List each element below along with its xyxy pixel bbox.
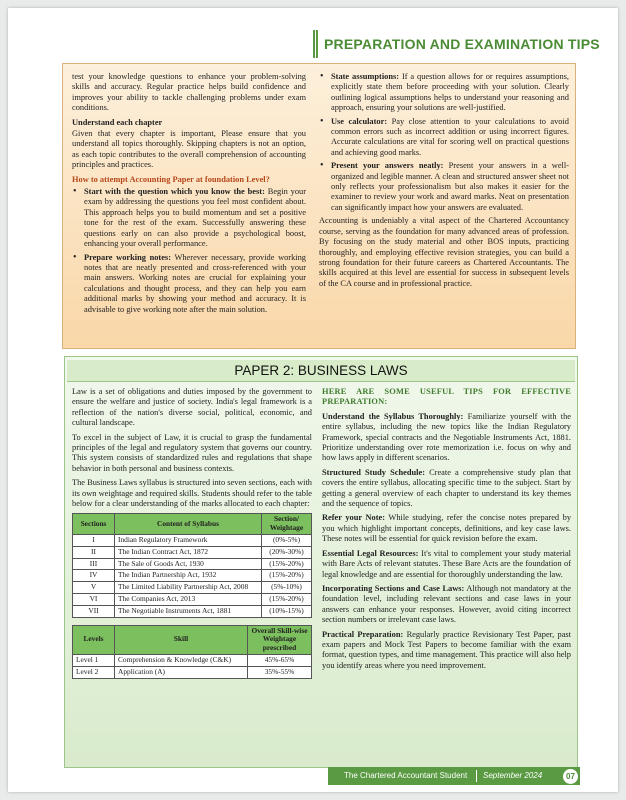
table-cell: 35%-55%	[248, 666, 312, 678]
tip-text: While studying, refer the concise notes prepared by you which highlight important concepts, definitions, and key case laws. These notes will be essential for quick revision before the exam.	[322, 513, 572, 544]
law-intro-paragraph: Law is a set of obligations and duties imposed by the government to ensure the welfare and justice of society. India's legal framework is a reflection of the nation's diverse social, political, economic, and cultural landscape.	[72, 387, 312, 428]
syllabus-table	[72, 513, 312, 617]
table-cell: The Indian Partnership Act, 1932	[115, 570, 262, 582]
table-cell: (10%-15%)	[262, 605, 312, 617]
table-cell: Application (A)	[115, 666, 248, 678]
page	[8, 8, 618, 792]
table-cell: VI	[73, 594, 115, 606]
column-header: Overall Skill-wise Weightage prescribed	[248, 625, 312, 654]
bullet-text: Begin your exam by addressing the questions you feel most confident about. This approach helps you to build momentum and set a positive tone for the rest of the exam. Successfully answering these questions early on can also provide a psychological boost, enhancing your overall performance.	[84, 187, 306, 249]
table-row	[73, 570, 312, 582]
page-number: 07	[563, 769, 578, 784]
column-header: Content of Syllabus	[115, 514, 262, 535]
tip-lead: Practical Preparation:	[322, 629, 404, 639]
tip-text: It's vital to complement your study material with Bare Acts of relevant statutes. These Bare Acts are the foundation of legal knowledge and are essential for thoroughly understanding the law.	[322, 548, 571, 579]
section-header	[313, 30, 618, 58]
table-cell: IV	[73, 570, 115, 582]
syllabus-paragraph: The Business Laws syllabus is structured into seven sections, each with its own weightage and required skills. Students should refer to the table below for a clear understanding of the marks allocated to each chapter:	[72, 478, 312, 509]
bullet-lead: Start with the question which you know the best:	[84, 187, 265, 197]
attempt-heading: How to attempt Accounting Paper at foundation Level?	[72, 174, 270, 184]
table-cell: II	[73, 546, 115, 558]
business-laws-box	[64, 356, 578, 768]
table-row	[73, 535, 312, 547]
table-cell: III	[73, 558, 115, 570]
tip-paragraph	[322, 584, 571, 626]
skill-table	[72, 625, 312, 679]
list-item	[319, 72, 569, 114]
column-header: Sections	[73, 514, 115, 535]
table-cell: (5%-10%)	[262, 582, 312, 594]
tip-lead: Essential Legal Resources:	[322, 548, 419, 558]
understand-heading: Understand each chapter	[72, 117, 163, 127]
attempt-list	[72, 187, 306, 315]
column-header: Levels	[73, 625, 115, 654]
table-cell: The Negotiable Instruments Act, 1881	[115, 605, 262, 617]
accounting-tips-box	[62, 63, 576, 349]
bullet-lead: State assumptions:	[331, 72, 400, 81]
list-item	[319, 117, 569, 159]
tip-paragraph	[322, 630, 571, 672]
table-cell: (15%-20%)	[262, 570, 312, 582]
table-cell: (20%-30%)	[262, 546, 312, 558]
tip-text: Familiarize yourself with the entire syllabus, including the new topics like the Indian Regulatory Framework, special contracts and the Negotiable Instruments Act, 1881. Prioritize understanding over rote memorization i.e. focus on why and how laws apply in different scenarios.	[322, 411, 572, 463]
accounting-right-column	[319, 72, 569, 293]
list-item	[72, 187, 306, 249]
table-cell: (15%-20%)	[262, 594, 312, 606]
table-row	[73, 558, 312, 570]
table-row	[73, 605, 312, 617]
intro-paragraph: test your knowledge questions to enhance your problem-solving skills and accuracy. Regular practice helps build confidence and improves your ability to tackle challenging problems under exam conditions.	[72, 72, 306, 113]
table-cell: Level 1	[73, 655, 115, 667]
list-item	[72, 253, 306, 315]
table-row	[73, 546, 312, 558]
list-item	[319, 161, 569, 213]
tip-paragraph	[322, 513, 571, 544]
tip-lead: Understand the Syllabus Thoroughly:	[322, 411, 464, 421]
bullet-lead: Prepare working notes:	[84, 252, 171, 262]
table-cell: (15%-20%)	[262, 558, 312, 570]
business-laws-left-column	[72, 387, 312, 679]
bullet-text: Pay close attention to your calculations to avoid common errors such as incorrect addition or using incorrect figures. Accurate calculations are vital for scoring well on practical questions and achieving good marks.	[331, 116, 569, 157]
page-footer	[328, 767, 580, 785]
table-cell: The Indian Contract Act, 1872	[115, 546, 262, 558]
exam-tips-list	[319, 72, 569, 213]
footer-divider	[476, 770, 477, 782]
table-cell: The Sale of Goods Act, 1930	[115, 558, 262, 570]
closing-paragraph: Accounting is undeniably a vital aspect of the Chartered Accountancy course, serving as the foundation for many advanced areas of profession. By focusing on the study material and other BOS inputs, practicing thoroughly, and employing effective revision strategies, you can build a strong foundation for their future careers as Chartered Accountants. The skills acquired at this level are essential for success in subsequent levels of the CA course and in professional practice.	[319, 216, 569, 288]
tip-paragraph	[322, 549, 571, 580]
table-cell: I	[73, 535, 115, 547]
table-row	[73, 582, 312, 594]
tip-paragraph	[322, 468, 571, 510]
bullet-lead: Use calculator:	[331, 116, 388, 126]
tip-lead: Structured Study Schedule:	[322, 467, 425, 477]
journal-name: The Chartered Accountant Student	[344, 771, 468, 780]
tips-heading: HERE ARE SOME USEFUL TIPS FOR EFFECTIVE PREPARATION:	[322, 387, 571, 407]
table-cell: Level 2	[73, 666, 115, 678]
understand-paragraph: Given that every chapter is important, Please ensure that you understand all topics thoroughly. Skipping chapters is not an option, as each topic contributes to the overall comprehension of accounting principles and practices.	[72, 129, 306, 170]
tip-lead: Refer your Note:	[322, 513, 386, 523]
tip-text: Create a comprehensive study plan that covers the entire syllabus, allocating specific time to the subject. Start by getting a general overview of each chapter to understand its key themes and the sequence of topics.	[322, 467, 571, 509]
accounting-left-column	[72, 72, 306, 318]
issue-date: September 2024	[483, 771, 543, 780]
bullet-text: Present your answers in a well-organized and legible manner. A clean and structured answer sheet not only reflects your professionalism but also makes it easier for the examiner to review your work and award marks. Neat on presentation can significantly impact how your answers are evaluated.	[331, 161, 569, 212]
bullet-lead: Present your answers neatly:	[331, 161, 444, 171]
table-cell: Indian Regulatory Framework	[115, 535, 262, 547]
section-title: PREPARATION AND EXAMINATION TIPS	[324, 36, 600, 52]
column-header: Section/ Weightage	[262, 514, 312, 535]
law-principles-paragraph: To excel in the subject of Law, it is crucial to grasp the fundamental principles of the legal and regulatory system that governs our country. This system consists of standardized rules and regulations that shape behavior in both personal and business contexts.	[72, 432, 312, 473]
tip-lead: Incorporating Sections and Case Laws:	[322, 583, 465, 593]
paper-title: PAPER 2: BUSINESS LAWS	[67, 360, 575, 382]
table-cell: The Companies Act, 2013	[115, 594, 262, 606]
table-cell: VII	[73, 605, 115, 617]
tip-text: Regularly practice Revisionary Test Paper, past exam papers and Mock Test Papers to become familiar with the exam format, question types, and time management. This practice will also help you identify areas where you need improvement.	[322, 629, 572, 670]
table-cell: 45%-65%	[248, 655, 312, 667]
table-cell: Comprehension & Knowledge (C&K)	[115, 655, 248, 667]
column-header: Skill	[115, 625, 248, 654]
table-row	[73, 655, 312, 667]
bullet-text: Wherever necessary, provide working notes that are neatly presented and cross-referenced with your main answers. Working notes are crucial for explaining your calculations and thought process, and they can help you earn additional marks by showing your method and accuracy. It is advisable to give working note after the main solution.	[84, 252, 306, 314]
table-row	[73, 594, 312, 606]
table-cell: (0%-5%)	[262, 535, 312, 547]
table-cell: The Limited Liability Partnership Act, 2008	[115, 582, 262, 594]
bullet-text: If a question allows for or requires assumptions, explicitly state them before proceeding with your solution. Clearly outlining logical assumptions helps to understand your reasoning and approach, ensuring your solutions are well-justified.	[331, 72, 569, 113]
table-cell: V	[73, 582, 115, 594]
business-laws-right-column	[322, 387, 571, 675]
table-row	[73, 666, 312, 678]
tip-paragraph	[322, 412, 571, 464]
tip-text: Although not mandatory at the foundation level, including relevant sections and case laws in your answers can enhance your responses. However, avoid citing incorrect section numbers or irrelevant case laws.	[322, 583, 572, 625]
